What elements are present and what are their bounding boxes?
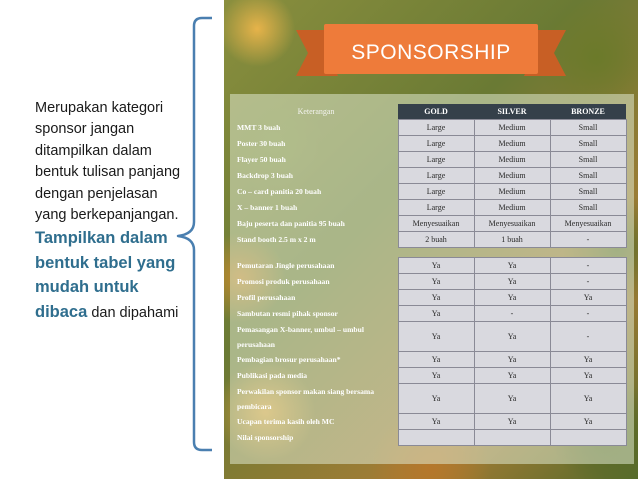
sponsorship-table — [234, 104, 627, 446]
cell-silver: Ya — [474, 352, 550, 368]
cell-silver: Ya — [474, 384, 550, 414]
cell-silver: Medium — [474, 136, 550, 152]
row-label: X – banner 1 buah — [237, 203, 298, 212]
table-row — [234, 322, 626, 352]
cell-silver: Ya — [474, 368, 550, 384]
table-row — [234, 290, 626, 306]
cell-silver: Medium — [474, 200, 550, 216]
row-label: Profil perusahaan — [237, 293, 296, 302]
cell-gold: Large — [398, 200, 474, 216]
cell-silver: - — [474, 306, 550, 322]
poster-title: SPONSORSHIP — [351, 41, 511, 64]
cell-gold: Large — [398, 120, 474, 136]
description-highlight: Tampilkan dalam bentuk tabel yang mudah untuk dibaca — [35, 229, 176, 321]
table-gap-row — [234, 248, 626, 258]
cell-silver: Ya — [474, 274, 550, 290]
table-row — [234, 232, 626, 248]
cell-silver: Ya — [474, 290, 550, 306]
row-label: Promosi produk perusahaan — [237, 277, 330, 286]
cell-gold: Ya — [398, 290, 474, 306]
cell-bronze: Small — [550, 120, 626, 136]
cell-bronze: Small — [550, 200, 626, 216]
cell-bronze: Small — [550, 184, 626, 200]
cell-gold: Large — [398, 136, 474, 152]
cell-bronze: Ya — [550, 352, 626, 368]
cell-gold: Large — [398, 184, 474, 200]
cell-gold: Ya — [398, 352, 474, 368]
header-bronze: BRONZE — [550, 104, 626, 120]
cell-gold: Ya — [398, 306, 474, 322]
cell-silver: Ya — [474, 414, 550, 430]
description-text — [35, 98, 185, 324]
cell-bronze: - — [550, 274, 626, 290]
table-row — [234, 352, 626, 368]
table-row — [234, 168, 626, 184]
cell-silver — [474, 430, 550, 446]
cell-bronze: Small — [550, 136, 626, 152]
table-row — [234, 184, 626, 200]
header-keterangan: Keterangan — [297, 107, 335, 117]
table-row — [234, 306, 626, 322]
cell-silver: 1 buah — [474, 232, 550, 248]
table-row — [234, 430, 626, 446]
row-label: Pemasangan X-banner, umbul – umbul perusahaan — [237, 324, 364, 349]
cell-bronze: - — [550, 322, 626, 352]
row-label: Pembagian brosur perusahaan* — [237, 355, 341, 364]
cell-bronze: Menyesuaikan — [550, 216, 626, 232]
cell-gold: Ya — [398, 274, 474, 290]
cell-gold: 2 buah — [398, 232, 474, 248]
description-outro: dan dipahami — [91, 304, 179, 321]
table-header-row — [234, 104, 626, 120]
row-label: Perwakilan sponsor makan siang bersama pembicara — [237, 386, 374, 411]
row-label: Publikasi pada media — [237, 371, 308, 380]
row-label: Nilai sponsorship — [237, 433, 294, 442]
cell-silver: Medium — [474, 120, 550, 136]
table-row — [234, 258, 626, 274]
cell-bronze: Small — [550, 168, 626, 184]
cell-silver: Medium — [474, 152, 550, 168]
table-row — [234, 274, 626, 290]
cell-bronze: - — [550, 258, 626, 274]
row-label: Poster 30 buah — [237, 139, 286, 148]
table-row — [234, 120, 626, 136]
row-label: Ucapan terima kasih oleh MC — [237, 417, 335, 426]
row-label: Flayer 50 buah — [237, 155, 286, 164]
cell-bronze: Ya — [550, 414, 626, 430]
table-row — [234, 414, 626, 430]
cell-gold: Ya — [398, 384, 474, 414]
table-row — [234, 136, 626, 152]
cell-gold: Ya — [398, 414, 474, 430]
header-silver: SILVER — [474, 104, 550, 120]
cell-bronze: Small — [550, 152, 626, 168]
header-gold: GOLD — [398, 104, 474, 120]
cell-gold: Ya — [398, 258, 474, 274]
row-label: Baju peserta dan panitia 95 buah — [237, 219, 345, 228]
cell-bronze: - — [550, 232, 626, 248]
cell-bronze: Ya — [550, 384, 626, 414]
cell-bronze: Ya — [550, 368, 626, 384]
cell-bronze — [550, 430, 626, 446]
row-label: Co – card panitia 20 buah — [237, 187, 322, 196]
cell-silver: Menyesuaikan — [474, 216, 550, 232]
description-intro: Merupakan kategori sponsor jangan ditampilkan dalam bentuk tulisan panjang dengan penjelasan yang berkepanjangan. — [35, 100, 181, 224]
curly-brace-icon — [170, 14, 220, 454]
row-label: Backdrop 3 buah — [237, 171, 293, 180]
cell-bronze: - — [550, 306, 626, 322]
cell-silver: Medium — [474, 184, 550, 200]
table-row — [234, 368, 626, 384]
cell-gold — [398, 430, 474, 446]
cell-gold: Large — [398, 152, 474, 168]
row-label: MMT 3 buah — [237, 123, 281, 132]
table-row — [234, 384, 626, 414]
cell-silver: Medium — [474, 168, 550, 184]
row-label: Sambutan resmi pihak sponsor — [237, 309, 338, 318]
cell-bronze: Ya — [550, 290, 626, 306]
table-row — [234, 200, 626, 216]
cell-gold: Menyesuaikan — [398, 216, 474, 232]
cell-silver: Ya — [474, 322, 550, 352]
table-row — [234, 152, 626, 168]
cell-gold: Large — [398, 168, 474, 184]
cell-gold: Ya — [398, 322, 474, 352]
row-label: Stand booth 2.5 m x 2 m — [237, 235, 316, 244]
cell-gold: Ya — [398, 368, 474, 384]
sponsorship-poster — [224, 0, 638, 479]
row-label: Pemutaran Jingle perusahaan — [237, 261, 335, 270]
cell-silver: Ya — [474, 258, 550, 274]
table-row — [234, 216, 626, 232]
